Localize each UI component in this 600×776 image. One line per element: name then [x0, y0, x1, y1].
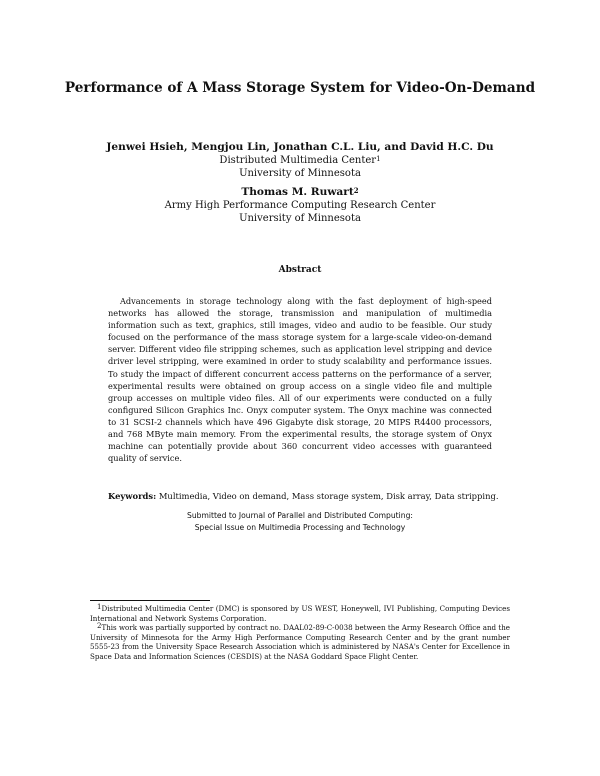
affiliation-2-university: University of Minnesota [239, 213, 361, 224]
submission-line-1: Submitted to Journal of Parallel and Distributed Computing: [187, 511, 413, 520]
footnote-2-mark: 2 [97, 622, 102, 631]
footnote-mark-2: 2 [353, 186, 359, 195]
abstract-heading: Abstract [278, 265, 322, 275]
footnote-mark-1: 1 [376, 155, 381, 163]
author-2 [0, 185, 600, 199]
footnotes [90, 604, 510, 662]
keywords-text: Multimedia, Video on demand, Mass storage system, Disk array, Data stripping. [158, 491, 499, 501]
footnote-1 [90, 604, 510, 623]
affiliation-1-university: University of Minnesota [239, 168, 361, 179]
footnote-1-text: Distributed Multimedia Center (DMC) is sponsored by US WEST, Honeywell, IVI Publishing, Computing Devices International and Network Systems Corporation. [90, 604, 510, 623]
submission-note [0, 510, 600, 534]
footnote-2 [90, 623, 510, 661]
authors-block [0, 140, 600, 225]
affiliation-1 [0, 154, 600, 167]
affiliation-2: Army High Performance Computing Research Center [164, 200, 436, 211]
footnote-rule [90, 600, 210, 601]
affiliation-1-name: Distributed Multimedia Center [219, 155, 377, 166]
keywords [108, 490, 508, 502]
submission-line-2: Special Issue on Multimedia Processing and Technology [194, 523, 406, 532]
abstract-text: Advancements in storage technology along with the fast deployment of high-speed networks has allowed the storage, transmission and manipulation of multimedia information such as text, graphics, still images, video and audio to be feasible. Our study focused on the performance of the mass storage system for a large-scale video-on-demand server. Different video file stripping schemes, such as application level stripping and device driver level stripping, were examined in order to study scalability and performance issues. To study the impact of different concurrent access patterns on the performance of a server, experimental results were obtained on group access on a single video file and multiple group accesses on multiple video files. All of our experiments were conducted on a fully configured Silicon Graphics Inc. Onyx computer system. The Onyx machine was connected to 31 SCSI-2 channels which have 496 Gigabyte disk storage, 20 MIPS R4400 processors, and 768 MByte main memory. From the experimental results, the storage system of Onyx machine can potentially provide about 360 concurrent video accesses with guaranteed quality of service. [108, 296, 492, 464]
footnote-1-mark: 1 [97, 603, 102, 611]
paper-title: Performance of A Mass Storage System for Video-On-Demand [64, 80, 536, 96]
author-2-name: Thomas M. Ruwart [241, 186, 354, 198]
footnote-2-text: This work was partially supported by contract no. DAAL02-89-C-0038 between the Army Research Office and the University of Minnesota for the Army High Performance Computing Research Center and by the grant number 5555-23 from the University Space Research Association which is administered by NASA's Center for Excellence in Space Data and Information Sciences (CESDIS) at the NASA Goddard Space Flight Center. [90, 623, 510, 661]
authors-line: Jenwei Hsieh, Mengjou Lin, Jonathan C.L. Liu, and David H.C. Du [106, 141, 494, 153]
keywords-label: Keywords: [108, 491, 157, 501]
